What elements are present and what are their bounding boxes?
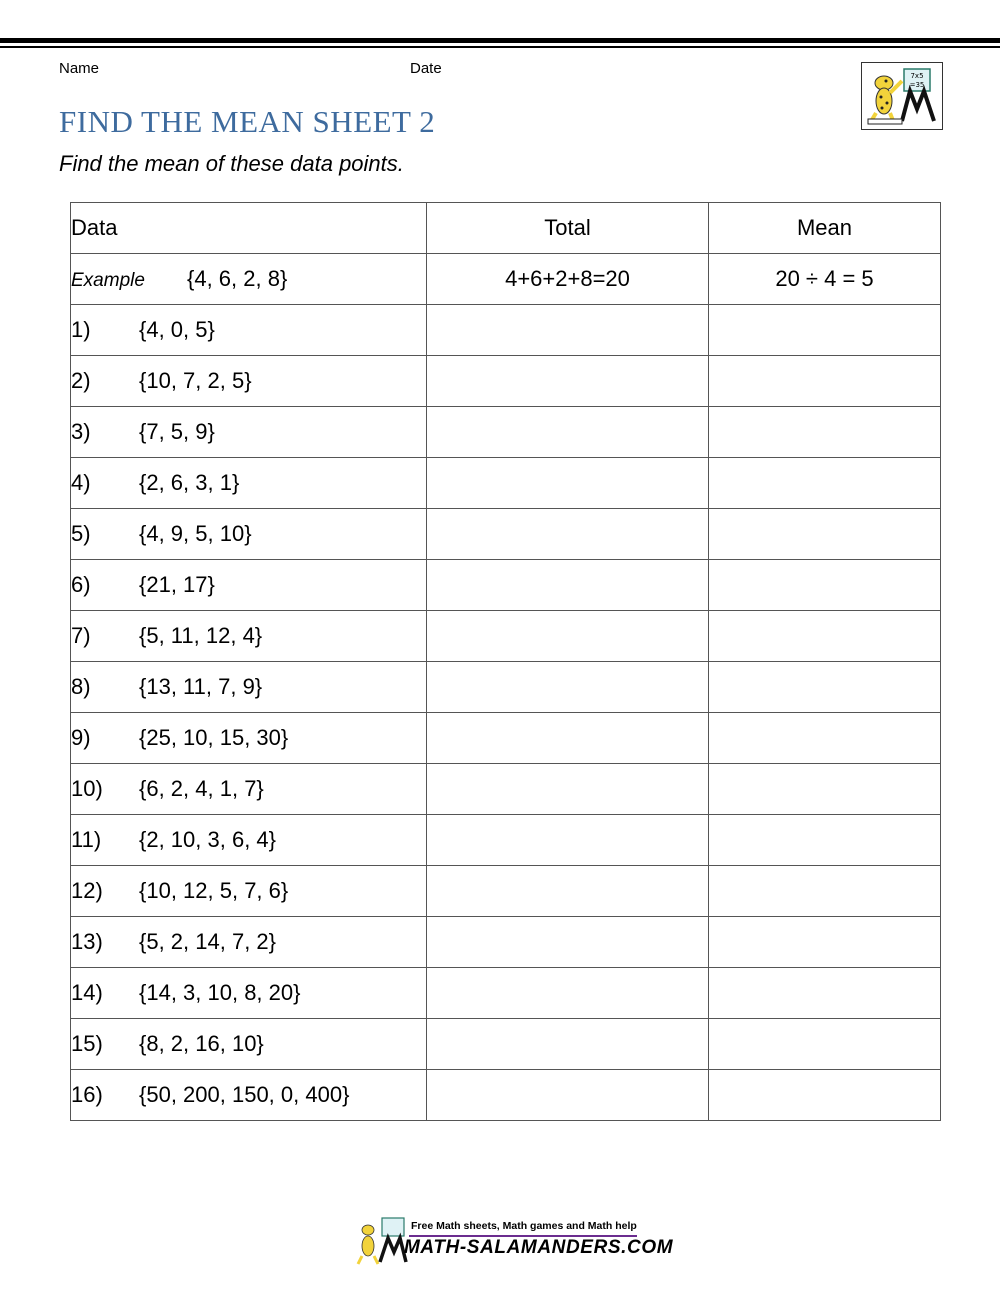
mean-answer-cell[interactable]	[709, 866, 941, 917]
table-row	[71, 968, 941, 1019]
data-cell	[71, 1019, 427, 1070]
page-title: FIND THE MEAN SHEET 2	[59, 104, 436, 139]
total-answer-cell[interactable]	[427, 356, 709, 407]
header-mean: Mean	[709, 203, 941, 254]
name-label: Name	[59, 60, 100, 77]
data-cell	[71, 764, 427, 815]
data-set: {2, 10, 3, 6, 4}	[139, 827, 277, 852]
table-row	[71, 407, 941, 458]
data-set: {2, 6, 3, 1}	[139, 470, 240, 495]
table-row	[71, 611, 941, 662]
header-data: Data	[71, 203, 427, 254]
mean-answer-cell[interactable]	[709, 509, 941, 560]
mean-answer-cell[interactable]	[709, 662, 941, 713]
total-answer-cell[interactable]	[427, 509, 709, 560]
salamander-teacher-icon	[862, 63, 941, 128]
total-answer-cell[interactable]	[427, 662, 709, 713]
total-answer-cell[interactable]	[427, 458, 709, 509]
mean-answer-cell[interactable]	[709, 560, 941, 611]
mean-answer-cell[interactable]	[709, 305, 941, 356]
mean-answer-cell[interactable]	[709, 611, 941, 662]
total-answer-cell[interactable]	[427, 917, 709, 968]
data-cell	[71, 713, 427, 764]
total-answer-cell[interactable]	[427, 713, 709, 764]
mean-table	[70, 202, 941, 1121]
salamander-logo	[861, 62, 943, 130]
table-row	[71, 560, 941, 611]
board-text-1: 7x5	[910, 72, 924, 80]
mean-answer-cell[interactable]	[709, 458, 941, 509]
question-number: 12)	[71, 878, 103, 903]
instructions: Find the mean of these data points.	[59, 151, 404, 176]
question-number: 1)	[71, 317, 91, 342]
date-label: Date	[410, 60, 442, 77]
table-row	[71, 713, 941, 764]
mean-answer-cell[interactable]	[709, 764, 941, 815]
example-label: Example	[71, 270, 145, 291]
board-text-2: =35	[909, 81, 925, 89]
total-answer-cell[interactable]	[427, 815, 709, 866]
data-cell	[71, 356, 427, 407]
table-row	[71, 1070, 941, 1121]
question-number: 16)	[71, 1082, 103, 1107]
mean-answer-cell[interactable]	[709, 713, 941, 764]
data-set: {14, 3, 10, 8, 20}	[139, 980, 301, 1005]
table-row	[71, 305, 941, 356]
mean-answer-cell[interactable]	[709, 1070, 941, 1121]
footer-brand: MATH-SALAMANDERS.COM	[404, 1237, 674, 1258]
table-row	[71, 866, 941, 917]
data-cell	[71, 968, 427, 1019]
mean-answer-cell[interactable]	[709, 356, 941, 407]
mean-answer-cell[interactable]	[709, 968, 941, 1019]
table-row	[71, 356, 941, 407]
total-answer-cell[interactable]	[427, 305, 709, 356]
question-number: 14)	[71, 980, 103, 1005]
data-cell	[71, 407, 427, 458]
question-number: 6)	[71, 572, 91, 597]
data-set: {21, 17}	[139, 572, 215, 597]
question-number: 5)	[71, 521, 91, 546]
data-set: {10, 12, 5, 7, 6}	[139, 878, 289, 903]
question-number: 9)	[71, 725, 91, 750]
data-set: {8, 2, 16, 10}	[139, 1031, 264, 1056]
mean-answer-cell[interactable]	[709, 407, 941, 458]
data-cell	[71, 1070, 427, 1121]
question-number: 13)	[71, 929, 103, 954]
total-answer-cell[interactable]	[427, 1070, 709, 1121]
total-answer-cell[interactable]	[427, 560, 709, 611]
question-number: 10)	[71, 776, 103, 801]
table-row	[71, 458, 941, 509]
example-row	[71, 254, 941, 305]
data-set: {10, 7, 2, 5}	[139, 368, 252, 393]
example-set: {4, 6, 2, 8}	[187, 266, 288, 291]
top-rule-thick	[0, 38, 1000, 43]
data-set: {13, 11, 7, 9}	[139, 674, 263, 699]
total-answer-cell[interactable]	[427, 968, 709, 1019]
question-number: 7)	[71, 623, 91, 648]
data-cell	[71, 662, 427, 713]
data-cell	[71, 560, 427, 611]
question-number: 11)	[71, 827, 102, 852]
mean-answer-cell[interactable]	[709, 815, 941, 866]
footer-tagline: Free Math sheets, Math games and Math help	[411, 1220, 637, 1232]
example-total: 4+6+2+8=20	[427, 254, 709, 305]
data-cell	[71, 866, 427, 917]
table-row	[71, 1019, 941, 1070]
data-cell	[71, 305, 427, 356]
header-total: Total	[427, 203, 709, 254]
total-answer-cell[interactable]	[427, 1019, 709, 1070]
example-data-cell	[71, 254, 427, 305]
table-row	[71, 764, 941, 815]
data-set: {7, 5, 9}	[139, 419, 215, 444]
total-answer-cell[interactable]	[427, 611, 709, 662]
table-row	[71, 815, 941, 866]
data-cell	[71, 815, 427, 866]
data-cell	[71, 917, 427, 968]
question-number: 15)	[71, 1031, 103, 1056]
question-number: 2)	[71, 368, 91, 393]
mean-answer-cell[interactable]	[709, 1019, 941, 1070]
question-number: 3)	[71, 419, 91, 444]
total-answer-cell[interactable]	[427, 764, 709, 815]
top-rule-thin	[0, 46, 1000, 48]
table-header-row	[71, 203, 941, 254]
data-set: {4, 0, 5}	[139, 317, 215, 342]
data-set: {6, 2, 4, 1, 7}	[139, 776, 264, 801]
mean-answer-cell[interactable]	[709, 917, 941, 968]
total-answer-cell[interactable]	[427, 407, 709, 458]
data-set: {25, 10, 15, 30}	[139, 725, 289, 750]
data-cell	[71, 458, 427, 509]
question-number: 8)	[71, 674, 91, 699]
table-row	[71, 509, 941, 560]
table-row	[71, 917, 941, 968]
data-set: {50, 200, 150, 0, 400}	[139, 1082, 350, 1107]
data-set: {5, 2, 14, 7, 2}	[139, 929, 277, 954]
example-mean: 20 ÷ 4 = 5	[709, 254, 941, 305]
data-cell	[71, 611, 427, 662]
data-set: {5, 11, 12, 4}	[139, 623, 263, 648]
data-set: {4, 9, 5, 10}	[139, 521, 252, 546]
data-cell	[71, 509, 427, 560]
total-answer-cell[interactable]	[427, 866, 709, 917]
table-row	[71, 662, 941, 713]
question-number: 4)	[71, 470, 91, 495]
